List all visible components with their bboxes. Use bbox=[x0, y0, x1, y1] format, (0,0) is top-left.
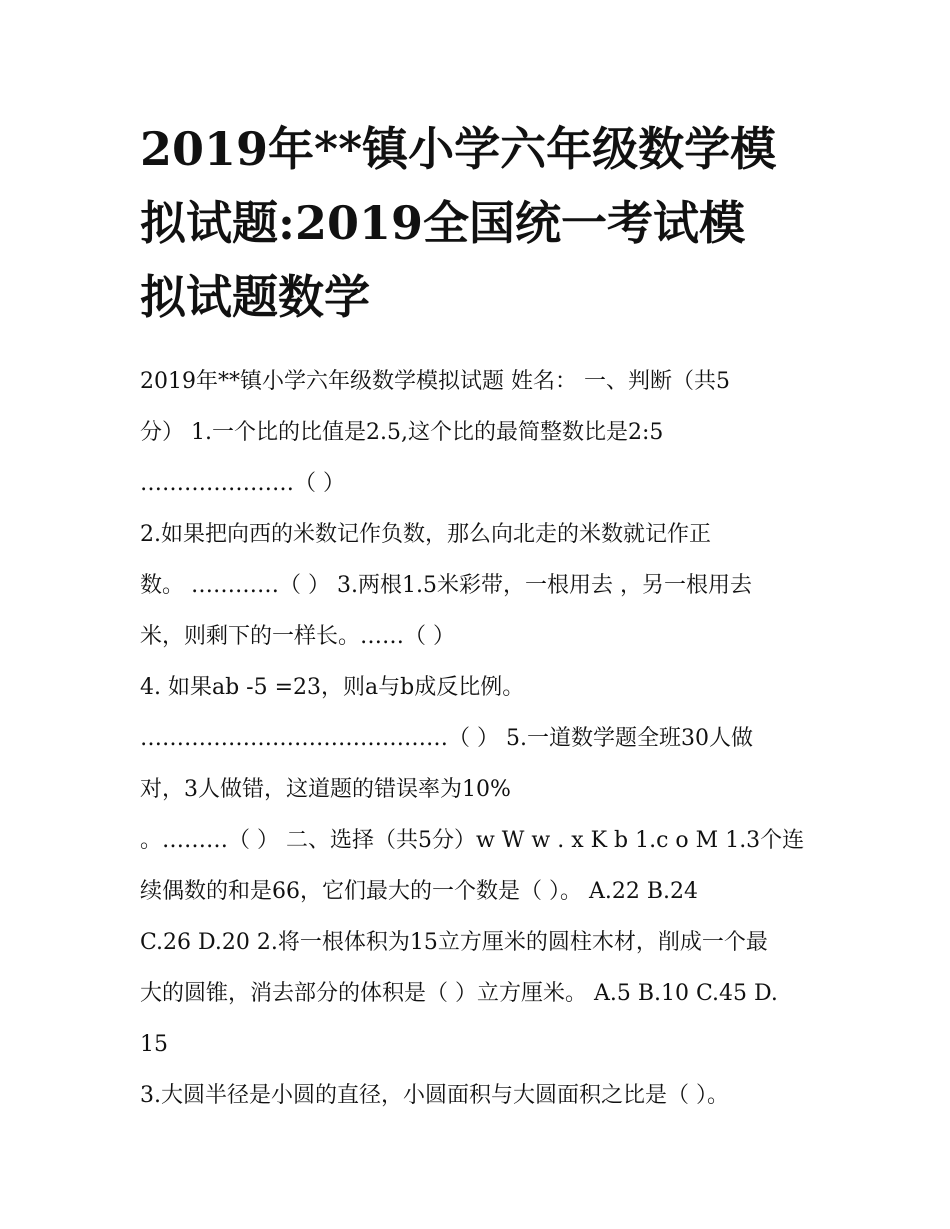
body-line-1: 2019年**镇小学六年级数学模拟试题 姓名： 一、判断（共5 bbox=[140, 369, 730, 394]
body-line-6: 米，则剩下的一样长。……（ ） bbox=[140, 624, 455, 649]
body-line-8: ……………………………………（ ） 5.一道数学题全班30人做 bbox=[140, 726, 753, 751]
body-line-9: 对，3人做错，这道题的错误率为10% bbox=[140, 777, 511, 802]
document-title bbox=[140, 112, 820, 334]
title-line-2: 拟试题:2019全国统一考试模 bbox=[140, 196, 746, 250]
body-line-14: 15 bbox=[140, 1032, 168, 1057]
document-body bbox=[140, 356, 820, 1121]
title-line-3: 拟试题数学 bbox=[140, 270, 370, 324]
body-line-11: 续偶数的和是66，它们最大的一个数是（ ）。 A.22 B.24 bbox=[140, 879, 699, 904]
body-line-15: 3.大圆半径是小圆的直径，小圆面积与大圆面积之比是（ ）。 bbox=[140, 1083, 729, 1108]
body-line-3: …………………（ ） bbox=[140, 471, 345, 496]
body-line-13: 大的圆锥，消去部分的体积是（ ）立方厘米。 A.5 B.10 C.45 D. bbox=[140, 981, 778, 1006]
body-line-10: 。………（ ） 二、选择（共5分）w W w . x K b 1.c o M 1.3个连 bbox=[140, 828, 805, 853]
body-line-7: 4. 如果ab -5 =23，则a与b成反比例。 bbox=[140, 675, 525, 700]
body-line-4: 2.如果把向西的米数记作负数，那么向北走的米数就记作正 bbox=[140, 522, 711, 547]
body-line-5: 数。 …………（ ） 3.两根1.5米彩带，一根用去 ，另一根用去 bbox=[140, 573, 752, 598]
body-line-12: C.26 D.20 2.将一根体积为15立方厘米的圆柱木材，削成一个最 bbox=[140, 930, 768, 955]
title-line-1: 2019年**镇小学六年级数学模 bbox=[140, 122, 777, 176]
body-line-2: 分） 1.一个比的比值是2.5,这个比的最简整数比是2:5 bbox=[140, 420, 664, 445]
